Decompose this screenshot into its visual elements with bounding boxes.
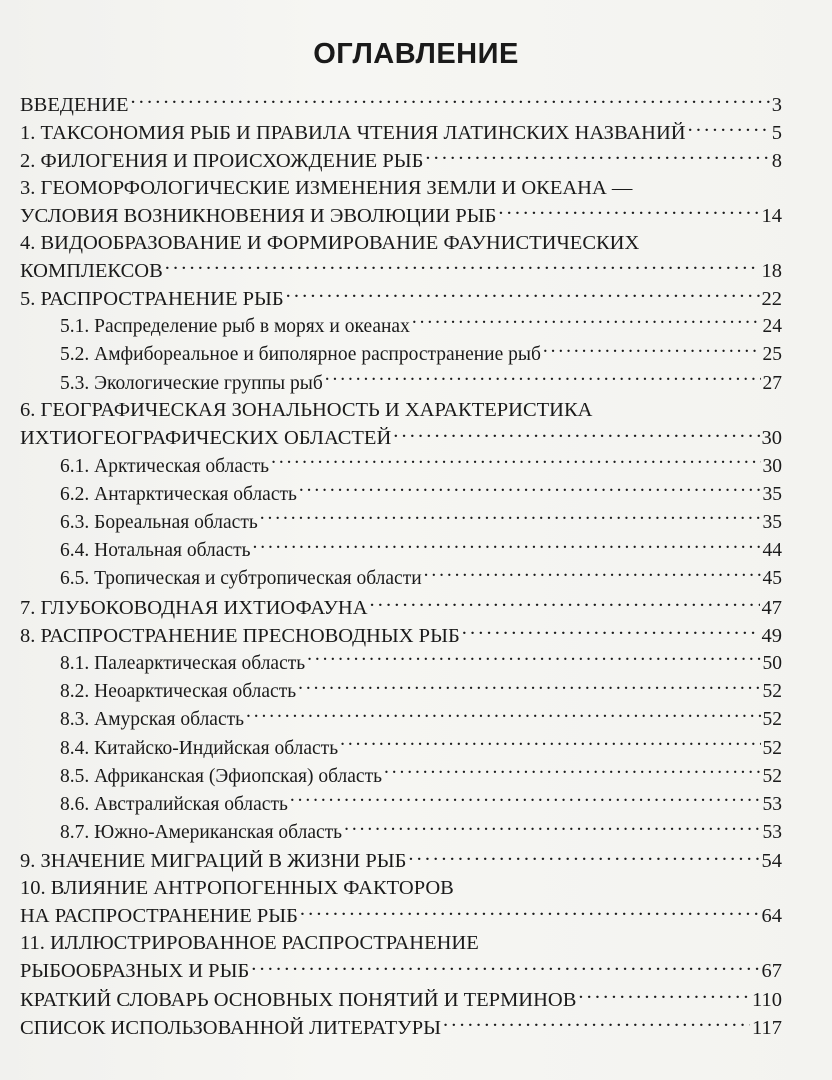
toc-page-number: 117 — [752, 1016, 782, 1039]
toc-entry-line — [60, 509, 782, 537]
table-of-contents — [20, 90, 782, 1041]
toc-page-number: 35 — [762, 483, 782, 505]
dot-leader — [425, 146, 769, 167]
dot-leader — [408, 847, 759, 868]
toc-entry — [60, 565, 782, 593]
dot-leader — [462, 621, 760, 642]
toc-page-number: 27 — [762, 372, 782, 394]
toc-page-number: 14 — [761, 204, 782, 227]
toc-entry — [20, 875, 782, 930]
toc-page-number: 110 — [752, 988, 782, 1011]
dot-leader — [246, 706, 760, 726]
toc-entry-title: 9. ЗНАЧЕНИЕ МИГРАЦИЙ В ЖИЗНИ РЫБ — [20, 850, 407, 873]
toc-entry — [20, 397, 782, 452]
toc-entry-title: КОМПЛЕКСОВ — [20, 259, 163, 282]
toc-page-number: 52 — [762, 765, 782, 787]
toc-page-number: 53 — [762, 794, 782, 816]
toc-entry-title-line: 6. ГЕОГРАФИЧЕСКАЯ ЗОНАЛЬНОСТЬ И ХАРАКТЕРИСТИКА — [20, 399, 593, 422]
toc-entry-title: 5.2. Амфибореальное и биполярное распространение рыб — [60, 344, 541, 366]
dot-leader — [251, 957, 759, 978]
toc-entry-line — [60, 819, 782, 847]
toc-page-number: 8 — [771, 149, 782, 172]
toc-entry-line — [20, 1013, 782, 1041]
toc-entry-line — [20, 847, 782, 875]
dot-leader — [271, 452, 760, 472]
toc-page-number: 67 — [761, 960, 782, 983]
toc-entry-title: 7. ГЛУБОКОВОДНАЯ ИХТИОФАУНА — [20, 596, 368, 619]
page-title: ОГЛАВЛЕНИЕ — [313, 38, 519, 70]
dot-leader — [290, 791, 761, 811]
dot-leader — [344, 819, 760, 839]
toc-entry-title: 6.1. Арктическая область — [60, 455, 270, 477]
dot-leader — [578, 985, 750, 1006]
toc-entry-title: 8.4. Китайско-Индийская область — [60, 737, 339, 759]
dot-leader — [443, 1013, 750, 1034]
toc-page-number: 25 — [762, 344, 782, 366]
toc-entry-line — [60, 341, 782, 369]
toc-entry — [20, 621, 782, 649]
toc-entry-line — [20, 146, 782, 174]
toc-entry — [60, 341, 782, 369]
toc-page-number: 35 — [762, 512, 782, 534]
toc-entry — [60, 678, 782, 706]
toc-entry — [20, 118, 782, 146]
toc-entry-line — [20, 90, 782, 118]
toc-entry — [20, 1013, 782, 1041]
toc-entry-title: 1. ТАКСОНОМИЯ РЫБ И ПРАВИЛА ЧТЕНИЯ ЛАТИНСКИХ НАЗВАНИЙ — [20, 121, 686, 144]
toc-page-number: 53 — [762, 822, 782, 844]
toc-entry-title: 2. ФИЛОГЕНИЯ И ПРОИСХОЖДЕНИЕ РЫБ — [20, 149, 424, 172]
toc-entry-line — [60, 369, 782, 397]
toc-entry-line — [60, 565, 782, 593]
dot-leader — [300, 902, 760, 923]
dot-leader — [688, 118, 770, 139]
toc-entry-line — [60, 480, 782, 508]
dot-leader — [370, 593, 760, 614]
toc-page-number: 52 — [762, 709, 782, 731]
toc-entry-title: 8.1. Палеарктическая область — [60, 653, 306, 675]
toc-entry — [20, 90, 782, 118]
dot-leader — [307, 650, 760, 670]
toc-entry — [60, 734, 782, 762]
toc-entry-line — [20, 957, 782, 985]
toc-entry — [60, 791, 782, 819]
toc-entry-title: РЫБООБРАЗНЫХ И РЫБ — [20, 960, 250, 983]
toc-page-number: 5 — [771, 121, 782, 144]
toc-entry — [60, 762, 782, 790]
toc-entry — [20, 985, 782, 1013]
toc-entry-title: 6.4. Нотальная область — [60, 540, 251, 562]
toc-entry-title: ВВЕДЕНИЕ — [20, 93, 129, 116]
toc-entry — [20, 847, 782, 875]
toc-entry-title: КРАТКИЙ СЛОВАРЬ ОСНОВНЫХ ПОНЯТИЙ И ТЕРМИНОВ — [20, 988, 577, 1011]
toc-entry-title-line: 11. ИЛЛЮСТРИРОВАННОЕ РАСПРОСТРАНЕНИЕ — [20, 932, 479, 955]
toc-page-number: 45 — [762, 568, 782, 590]
toc-page-number: 52 — [762, 737, 782, 759]
dot-leader — [498, 201, 759, 222]
toc-entry-line — [20, 284, 782, 312]
toc-entry-title-line: 10. ВЛИЯНИЕ АНТРОПОГЕННЫХ ФАКТОРОВ — [20, 877, 454, 900]
toc-entry-title-line: 4. ВИДООБРАЗОВАНИЕ И ФОРМИРОВАНИЕ ФАУНИСТИЧЕСКИХ — [20, 231, 640, 254]
toc-page-number: 52 — [762, 681, 782, 703]
toc-page-number: 50 — [762, 653, 782, 675]
toc-entry — [60, 509, 782, 537]
toc-page-number: 30 — [761, 427, 782, 450]
dot-leader — [131, 90, 770, 111]
toc-entry — [20, 593, 782, 621]
toc-entry — [60, 452, 782, 480]
toc-entry-line — [60, 537, 782, 565]
dot-leader — [424, 565, 761, 585]
toc-entry-line — [60, 762, 782, 790]
toc-entry-line — [20, 118, 782, 146]
toc-page-number: 18 — [761, 259, 782, 282]
toc-entry-title: 6.2. Антарктическая область — [60, 483, 297, 505]
toc-entry — [60, 480, 782, 508]
toc-entry-title: 8.7. Южно-Американская область — [60, 822, 343, 844]
toc-entry-line — [20, 593, 782, 621]
toc-page-number: 30 — [762, 455, 782, 477]
dot-leader — [298, 678, 760, 698]
dot-leader — [325, 369, 761, 389]
toc-entry-line — [20, 621, 782, 649]
toc-entry-title-line: 3. ГЕОМОРФОЛОГИЧЕСКИЕ ИЗМЕНЕНИЯ ЗЕМЛИ И ОКЕАНА — — [20, 176, 633, 199]
toc-entry — [20, 230, 782, 285]
toc-page-number: 54 — [761, 850, 782, 873]
toc-entry — [20, 930, 782, 985]
toc-entry-title: 8.2. Неоарктическая область — [60, 681, 297, 703]
toc-entry — [60, 537, 782, 565]
toc-entry-title: 6.3. Бореальная область — [60, 512, 258, 534]
toc-page-number: 24 — [762, 316, 782, 338]
toc-entry-line — [60, 678, 782, 706]
dot-leader — [412, 313, 761, 333]
toc-entry-title: 8.5. Африканская (Эфиопская) область — [60, 765, 382, 787]
dot-leader — [260, 509, 761, 529]
toc-entry-title: НА РАСПРОСТРАНЕНИЕ РЫБ — [20, 905, 298, 928]
dot-leader — [340, 734, 760, 754]
toc-entry-line — [20, 256, 782, 284]
toc-entry-line — [60, 734, 782, 762]
toc-entry-line — [60, 706, 782, 734]
dot-leader — [543, 341, 761, 361]
toc-entry-line — [60, 791, 782, 819]
toc-entry — [20, 175, 782, 230]
toc-entry-title: 8. РАСПРОСТРАНЕНИЕ ПРЕСНОВОДНЫХ РЫБ — [20, 624, 460, 647]
toc-entry-line — [20, 902, 782, 930]
dot-leader — [393, 424, 759, 445]
toc-entry-title: 5. РАСПРОСТРАНЕНИЕ РЫБ — [20, 287, 284, 310]
toc-entry-title: 8.3. Амурская область — [60, 709, 245, 731]
dot-leader — [286, 284, 760, 305]
toc-entry-line — [20, 424, 782, 452]
toc-entry-title: 5.1. Распределение рыб в морях и океанах — [60, 316, 410, 338]
toc-page-number: 49 — [761, 624, 782, 647]
toc-entry — [60, 313, 782, 341]
toc-page-number: 22 — [761, 287, 782, 310]
toc-entry-line — [20, 201, 782, 229]
toc-entry — [60, 369, 782, 397]
toc-entry-line — [60, 650, 782, 678]
toc-entry — [60, 706, 782, 734]
toc-entry — [20, 146, 782, 174]
toc-entry-title: 8.6. Австралийская область — [60, 794, 288, 816]
toc-page-number: 47 — [761, 596, 782, 619]
toc-entry-title: 5.3. Экологические группы рыб — [60, 372, 323, 394]
toc-page-number: 64 — [761, 905, 782, 928]
toc-entry-title: ИХТИОГЕОГРАФИЧЕСКИХ ОБЛАСТЕЙ — [20, 427, 392, 450]
toc-entry-line — [20, 985, 782, 1013]
dot-leader — [253, 537, 761, 557]
toc-page-number: 3 — [771, 93, 782, 116]
toc-entry — [60, 819, 782, 847]
toc-entry-title: СПИСОК ИСПОЛЬЗОВАННОЙ ЛИТЕРАТУРЫ — [20, 1016, 441, 1039]
toc-entry-line — [60, 452, 782, 480]
dot-leader — [299, 480, 761, 500]
dot-leader — [165, 256, 760, 277]
toc-entry-title: УСЛОВИЯ ВОЗНИКНОВЕНИЯ И ЭВОЛЮЦИИ РЫБ — [20, 204, 497, 227]
toc-entry — [60, 650, 782, 678]
dot-leader — [384, 762, 761, 782]
toc-entry — [20, 284, 782, 312]
toc-page-number: 44 — [762, 540, 782, 562]
toc-entry-line — [60, 313, 782, 341]
toc-entry-title: 6.5. Тропическая и субтропическая области — [60, 568, 422, 590]
